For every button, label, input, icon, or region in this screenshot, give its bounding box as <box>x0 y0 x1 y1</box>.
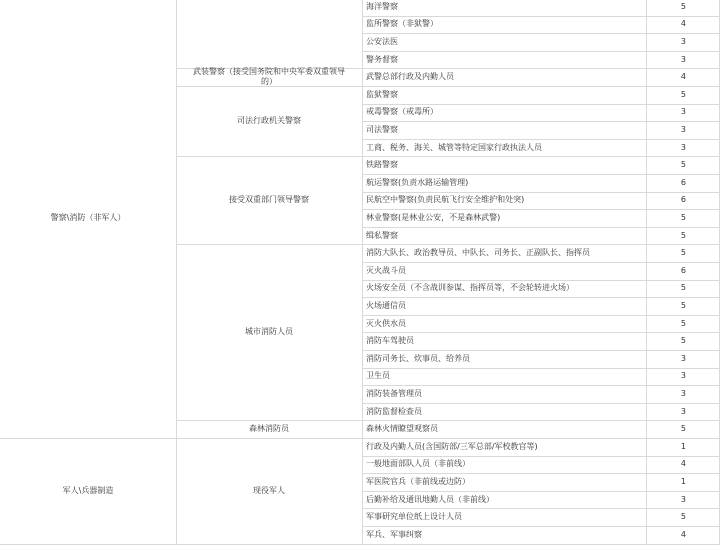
grid-hline <box>176 244 362 245</box>
job-cell: 戒毒警察（戒毒所） <box>366 107 438 116</box>
grid-hline <box>362 192 720 193</box>
grid-hline <box>362 104 720 105</box>
grid-hline <box>362 473 720 474</box>
job-cell: 司法警察 <box>366 125 398 134</box>
job-cell: 消防大队长、政治教导员、中队长、司务长、正副队长、指挥员 <box>366 248 590 257</box>
grid-hline <box>362 385 720 386</box>
job-cell: 武警总部行政及内勤人员 <box>366 72 454 81</box>
group-name-cell: 司法行政机关警察 <box>237 116 301 125</box>
job-cell: 监狱警察 <box>366 90 398 99</box>
grid-vline <box>362 0 363 544</box>
job-cell: 缉私警察 <box>366 231 398 240</box>
job-cell: 灭火战斗员 <box>366 266 406 275</box>
level-cell: 5 <box>680 336 686 345</box>
grid-hline <box>362 139 720 140</box>
job-cell: 军兵、军事纠察 <box>366 530 422 539</box>
level-cell: 5 <box>680 231 686 240</box>
job-cell: 森林火情瞭望观察员 <box>366 424 438 433</box>
job-cell: 卫生员 <box>366 371 390 380</box>
job-cell: 民航空中警察(负责民航飞行安全维护和处突) <box>366 195 525 204</box>
job-cell: 行政及内勤人员(含国防部/三军总部/军校教官等) <box>366 442 538 451</box>
level-cell: 3 <box>680 495 686 504</box>
grid-hline <box>362 420 720 421</box>
job-cell: 一般地面部队人员（非前线） <box>366 459 470 468</box>
grid-hline <box>362 16 720 17</box>
grid-hline <box>176 420 362 421</box>
level-cell: 1 <box>680 442 686 451</box>
category-cell: 警察\消防（非军人） <box>50 213 126 222</box>
grid-hline <box>362 456 720 457</box>
job-cell: 后勤补给及通讯地勤人员（非前线） <box>366 495 494 504</box>
grid-hline <box>176 156 362 157</box>
job-cell: 航运警察(负责水路运输管理) <box>366 178 469 187</box>
level-cell: 4 <box>680 459 686 468</box>
level-cell: 5 <box>680 283 686 292</box>
grid-hline <box>362 227 720 228</box>
job-cell: 消防司务长、炊事员、给养员 <box>366 354 470 363</box>
level-cell: 3 <box>680 125 686 134</box>
level-cell: 5 <box>680 2 686 11</box>
grid-hline <box>362 121 720 122</box>
level-cell: 4 <box>680 19 686 28</box>
level-cell: 4 <box>680 530 686 539</box>
group-name-line: 的） <box>261 77 277 86</box>
level-cell: 3 <box>680 354 686 363</box>
job-cell: 监所警察（非狱警） <box>366 19 438 28</box>
job-cell: 海洋警察 <box>366 2 398 11</box>
group-name-cell: 森林消防员 <box>249 424 289 433</box>
grid-hline <box>362 280 720 281</box>
level-cell: 3 <box>680 143 686 152</box>
level-cell: 5 <box>680 248 686 257</box>
grid-hline <box>362 526 720 527</box>
group-name-cell <box>176 67 362 87</box>
grid-hline <box>362 508 720 509</box>
grid-hline <box>362 51 720 52</box>
level-cell: 5 <box>680 90 686 99</box>
grid-hline <box>362 544 720 545</box>
grid-hline <box>362 209 720 210</box>
level-cell: 4 <box>680 72 686 81</box>
grid-hline <box>362 297 720 298</box>
level-cell: 3 <box>680 107 686 116</box>
level-cell: 1 <box>680 477 686 486</box>
level-cell: 5 <box>680 160 686 169</box>
grid-hline <box>362 174 720 175</box>
job-cell: 工商、税务、海关、城管等特定国家行政执法人员 <box>366 143 542 152</box>
job-cell: 火场通信员 <box>366 301 406 310</box>
grid-hline <box>362 438 720 439</box>
job-cell: 军医院官兵（非前线或边防） <box>366 477 470 486</box>
level-cell: 5 <box>680 512 686 521</box>
level-cell: 3 <box>680 37 686 46</box>
job-cell: 灭火供水员 <box>366 319 406 328</box>
level-cell: 5 <box>680 301 686 310</box>
job-cell: 消防装备管理员 <box>366 389 422 398</box>
grid-hline <box>362 86 720 87</box>
grid-hline <box>362 262 720 263</box>
job-cell: 林业警察(是林业公安，不是森林武警) <box>366 213 501 222</box>
grid-hline <box>0 438 176 439</box>
grid-hline <box>362 332 720 333</box>
grid-hline <box>362 403 720 404</box>
job-cell: 消防车驾驶员 <box>366 336 414 345</box>
grid-hline <box>362 33 720 34</box>
level-cell: 3 <box>680 389 686 398</box>
level-cell: 3 <box>680 371 686 380</box>
group-name-cell: 现役军人 <box>253 486 285 495</box>
group-name-cell: 接受双重部门领导警察 <box>229 195 309 204</box>
category-cell: 军人\兵器制造 <box>62 486 114 495</box>
grid-hline <box>176 438 362 439</box>
grid-hline <box>362 491 720 492</box>
grid-hline <box>0 544 176 545</box>
job-cell: 警务督察 <box>366 55 398 64</box>
grid-hline <box>362 350 720 351</box>
group-name-line: 武装警察（接受国务院和中央军委双重领导 <box>193 67 345 76</box>
grid-hline <box>362 368 720 369</box>
level-cell: 5 <box>680 213 686 222</box>
level-cell: 6 <box>680 178 686 187</box>
level-cell: 6 <box>680 195 686 204</box>
grid-hline <box>362 244 720 245</box>
grid-hline <box>176 544 362 545</box>
level-cell: 3 <box>680 55 686 64</box>
grid-hline <box>362 315 720 316</box>
job-cell: 公安法医 <box>366 37 398 46</box>
level-cell: 3 <box>680 407 686 416</box>
level-cell: 5 <box>680 319 686 328</box>
job-cell: 军事研究单位纸上设计人员 <box>366 512 462 521</box>
job-cell: 铁路警察 <box>366 160 398 169</box>
level-cell: 6 <box>680 266 686 275</box>
job-cell: 消防监督检查员 <box>366 407 422 416</box>
grid-hline <box>362 68 720 69</box>
grid-hline <box>362 156 720 157</box>
group-name-cell: 城市消防人员 <box>245 327 293 336</box>
level-cell: 5 <box>680 424 686 433</box>
job-cell: 火场安全员（不含战训参谋、指挥员等，不会轮转进火场） <box>366 283 574 292</box>
